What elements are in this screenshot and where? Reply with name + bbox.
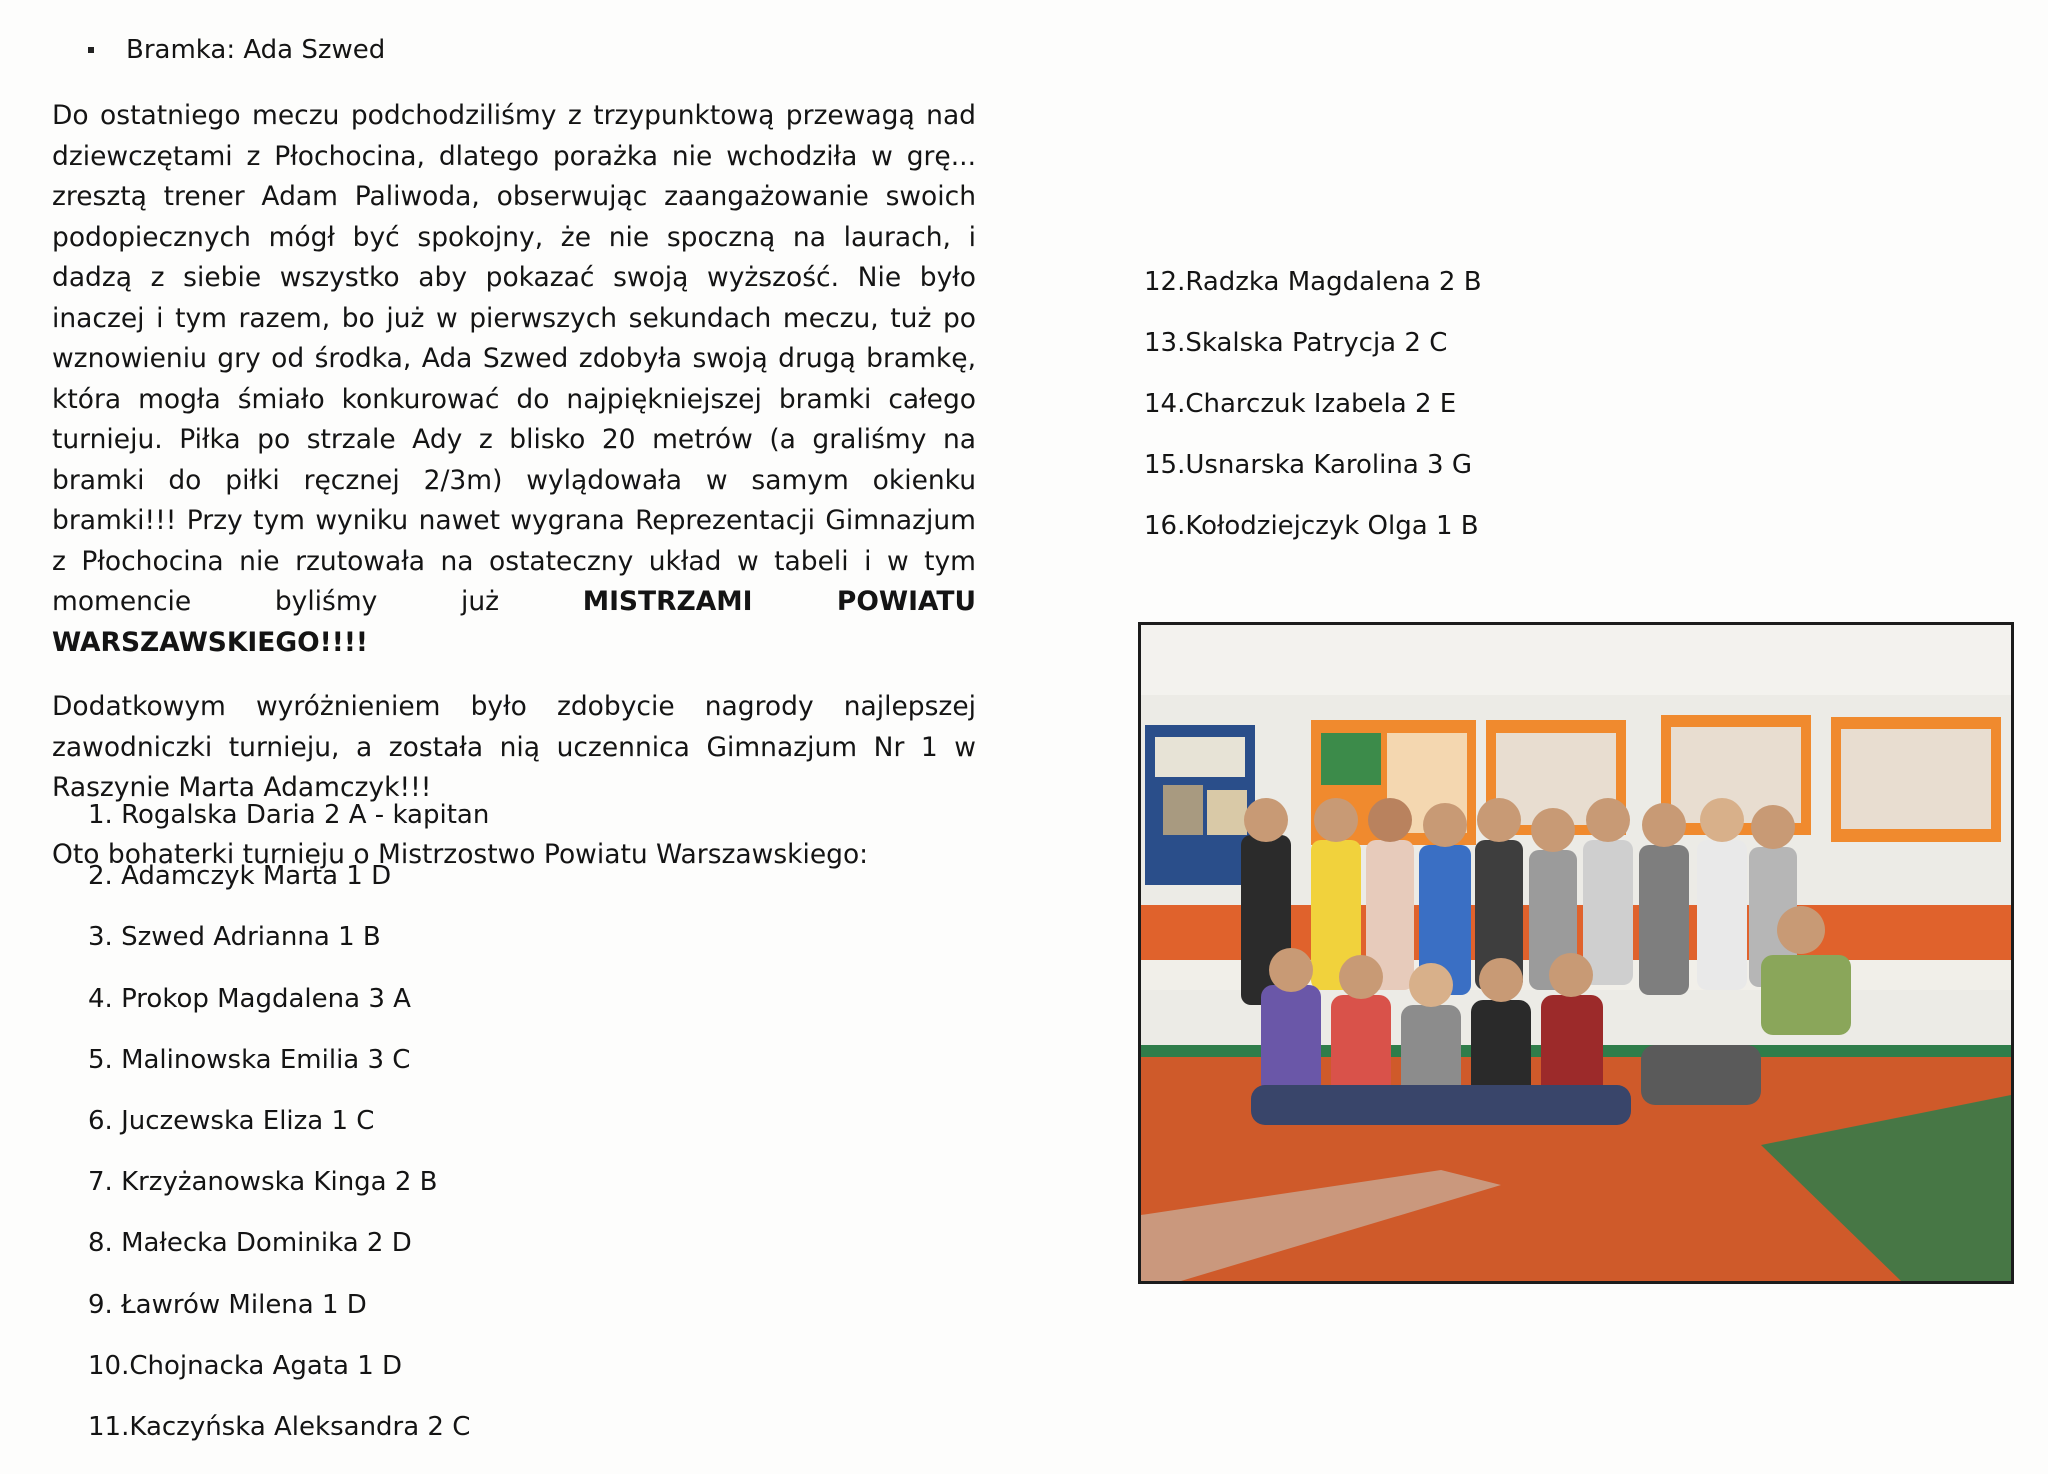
team-photo-illustration (1141, 625, 2011, 1281)
list-item: 3. Szwed Adrianna 1 B (88, 922, 381, 953)
goal-scorer-text: Bramka: Ada Szwed (126, 35, 386, 65)
list-item: 6. Juczewska Eliza 1 C (88, 1105, 375, 1136)
list-item: 12.Radzka Magdalena 2 B (1144, 267, 1482, 297)
list-item: 13.Skalska Patrycja 2 C (1144, 328, 1448, 358)
left-column (52, 30, 976, 875)
players-list-left (88, 795, 489, 1468)
goal-scorer-bullet (88, 30, 976, 70)
heroines-intro: Oto bohaterki turnieju o Mistrzostwo Powiatu Warszawskiego: (52, 838, 869, 870)
list-item: 2. Adamczyk Marta 1 D (88, 861, 392, 892)
list-item: 4. Prokop Magdalena 3 A (88, 983, 411, 1014)
list-item: 9. Ławrów Milena 1 D (88, 1289, 367, 1320)
list-item: 1. Rogalska Daria 2 A - kapitan (88, 800, 490, 830)
list-item: 14.Charczuk Izabela 2 E (1144, 389, 1457, 419)
team-photo (1138, 622, 2014, 1284)
list-item: 5. Malinowska Emilia 3 C (88, 1044, 411, 1075)
list-item: 7. Krzyżanowska Kinga 2 B (88, 1167, 438, 1198)
champions-bold-text: MISTRZAMI POWIATU WARSZAWSKIEGO!!!! (52, 586, 976, 658)
list-item: 8. Małecka Dominika 2 D (88, 1228, 412, 1259)
list-item: 11.Kaczyńska Aleksandra 2 C (88, 1411, 471, 1442)
match-report-paragraph (52, 96, 976, 663)
list-item: 16.Kołodziejczyk Olga 1 B (1144, 511, 1479, 541)
bullet-square-icon (88, 47, 94, 53)
best-player-paragraph: Dodatkowym wyróżnieniem było zdobycie nagrody najlepszej zawodniczki turnieju, a została nią uczennica Gimnazjum Nr 1 w Raszynie Marta Adamczyk!!! (52, 691, 976, 803)
list-item: 15.Usnarska Karolina 3 G (1144, 450, 1472, 480)
players-list-right (1144, 262, 1482, 567)
list-item: 10.Chojnacka Agata 1 D (88, 1350, 403, 1381)
match-report-text: Do ostatniego meczu podchodziliśmy z trzypunktową przewagą nad dziewczętami z Płochocina, dlatego porażka nie wchodziła w grę... zresztą trener Adam Paliwoda, obserwując zaangażowanie swoich podopiecznych mógł być spokojny, że nie spoczną na laurach, i dadzą z siebie wszystko aby pokazać swoją wyższość. Nie było inaczej i tym razem, bo już w pierwszych sekundach meczu, tuż po wznowieniu gry od środka, Ada Szwed zdobyła swoją drugą bramkę, która mogła śmiało konkurować do najpiękniejszej bramki całego turnieju. Piłka po strzale Ady z blisko 20 metrów (a graliśmy na bramki do piłki ręcznej 2/3m) wylądowała w samym okienku bramki!!! Przy tym wyniku nawet wygrana Reprezentacji Gimnazjum z Płochocina nie rzutowała na ostateczny układ w tabeli i w tym momencie byliśmy już (52, 100, 976, 617)
